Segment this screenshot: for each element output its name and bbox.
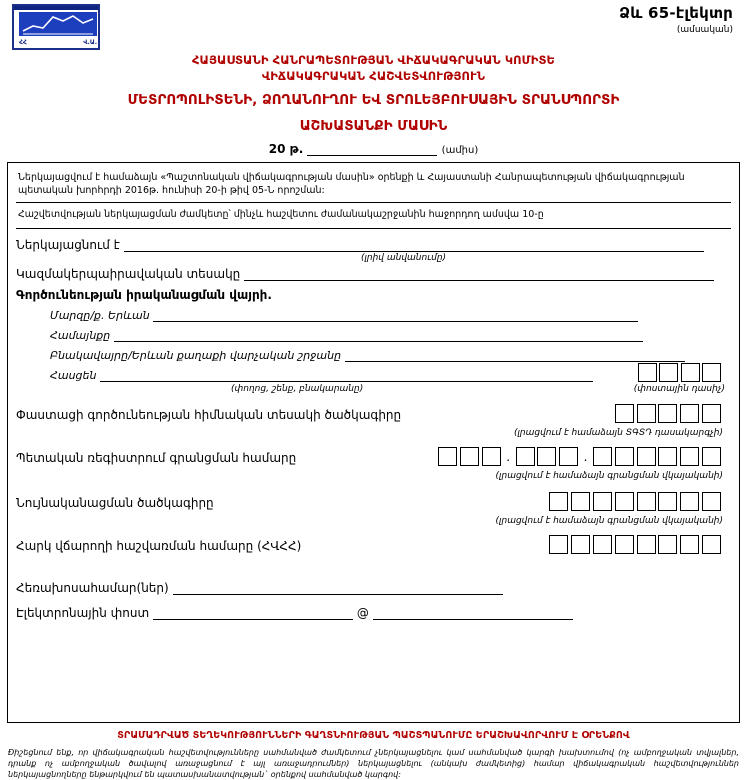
footer-legal-note: Ðիշեցնում ենք, որ վիճակագրական հաշվետվությունները սահմանված ժամկետում չներկայացնելու կամ սահմանված կարգի խախտումով (ոչ ամբողջական տվյալներ, դրանք ոչ ամբողջական ծավալով առաջացնում է այլ առաջադրումներ) ներկայացնելու (անկախ ժամկետից) համար վիճակագրական հաշվետվություններ ներկայացնողները ենթարկվում են պատասխանատվության` օրենքով սահմանված կարգով: xyxy=(8,748,739,779)
report-period-row xyxy=(0,142,747,156)
title-line-3: ՄԵՏՐՈՊՈԼԻՏԵՆԻ, ՁՈՂԱՆՈՒՂՈՒ ԵՎ ՏՐՈԼԵՅԲՈՒՍԱՅԻՆ ՏՐԱՆՍՊՈՐՏԻ xyxy=(127,92,620,108)
postal-cell[interactable] xyxy=(659,363,678,382)
tax-number-cell[interactable] xyxy=(680,535,699,554)
id-code-cell[interactable] xyxy=(615,492,634,511)
label-main-activity: Փաստացի գործունեության հիմնական տեսակի ծածկագիրը xyxy=(16,408,402,422)
legal-notice: Ներկայացվում է համաձայն «Պաշտոնական վիճակագրության մասին» օրենքի և Հայաստանի Հանրապետության վիճակագրության պետական խորհրդի 2016թ. հունիսի 20-ի թիվ 05-Ն որոշման: xyxy=(18,172,685,196)
state-reg-cells[interactable] xyxy=(438,447,721,466)
form-code-block xyxy=(619,4,733,35)
id-code-cell[interactable] xyxy=(680,492,699,511)
id-code-cell[interactable] xyxy=(593,492,612,511)
label-state-reg: Պետական ռեգիստրում գրանցման համարը xyxy=(16,451,297,465)
row-id-code xyxy=(16,496,731,510)
label-id-code: Նույնականացման ծածկագիրը xyxy=(16,496,214,510)
state-reg-cell[interactable] xyxy=(615,447,634,466)
row-address xyxy=(50,369,731,382)
caption-postal-code: (փոստային դասիչ) xyxy=(633,384,725,394)
label-legal-form: Կազմակերպաիրավական տեսակը xyxy=(16,267,241,281)
row-submitted-by xyxy=(16,238,731,252)
hint-main-activity: (լրացվում է համաձայն ՏԳՏԴ դասակարգչի) xyxy=(513,428,723,438)
row-settlement xyxy=(50,349,731,362)
row-main-activity-hint xyxy=(16,428,731,441)
year-suffix: թ. xyxy=(289,142,304,156)
postal-cell[interactable] xyxy=(702,363,721,382)
state-reg-cell[interactable] xyxy=(482,447,501,466)
tax-number-cell[interactable] xyxy=(702,535,721,554)
month-input-line[interactable] xyxy=(307,143,437,156)
input-community[interactable] xyxy=(114,329,643,342)
state-reg-group-1[interactable] xyxy=(438,447,501,466)
row-activity-place-title xyxy=(16,288,731,302)
id-code-cells[interactable] xyxy=(549,492,721,511)
activity-code-cell[interactable] xyxy=(680,404,699,423)
state-reg-separator-2: . xyxy=(583,449,588,464)
title-block xyxy=(0,52,747,136)
page-header xyxy=(0,0,747,52)
statistical-committee-logo xyxy=(12,4,100,50)
divider-2 xyxy=(16,228,731,229)
state-reg-cell[interactable] xyxy=(637,447,656,466)
logo-top-band xyxy=(14,6,98,10)
tax-number-cells[interactable] xyxy=(549,535,721,554)
tax-number-cell[interactable] xyxy=(549,535,568,554)
logo-caption-row xyxy=(19,38,97,47)
title-line-1: ՀԱՅԱՍՏԱՆԻ ՀԱՆՐԱՊԵՏՈՒԹՅԱՆ ՎԻՃԱԿԱԳՐԱԿԱՆ ԿՈՄԻՏԵ xyxy=(191,53,556,67)
activity-code-cells[interactable] xyxy=(615,404,721,423)
month-caption: (ամիս) xyxy=(441,145,479,156)
label-submitted-by: Ներկայացնում է xyxy=(16,238,120,252)
label-community: Համայնքը xyxy=(50,329,111,342)
label-email: Էլեկտրոնային փոստ xyxy=(16,606,150,620)
form-code: Ձև 65-էլեկտր xyxy=(619,4,733,22)
deadline-notice: Հաշվետվության ներկայացման ժամկետը՝ մինչև հաշվետու ժամանակաշրջանին հաջորդող ամսվա 10-ը xyxy=(18,209,544,220)
label-activity-place: Գործունեության իրականացման վայրի. xyxy=(16,288,272,302)
year-prefix: 20 xyxy=(268,142,286,156)
title-line-4: ԱՇԽԱՏԱՆՔԻ ՄԱՍԻՆ xyxy=(299,118,448,134)
logo-label-right: Վ.Ա. xyxy=(83,39,97,46)
state-reg-group-3[interactable] xyxy=(593,447,721,466)
label-settlement: Բնակավայրը/Երևան քաղաքի վարչական շրջանը xyxy=(50,349,342,362)
state-reg-cell[interactable] xyxy=(559,447,578,466)
activity-code-cell[interactable] xyxy=(615,404,634,423)
title-line-2: ՎԻՃԱԿԱԳՐԱԿԱՆ ՀԱՇՎԵՏՎՈՒԹՅՈՒՆ xyxy=(261,69,486,83)
row-state-reg xyxy=(16,451,731,465)
activity-code-cell[interactable] xyxy=(637,404,656,423)
state-reg-cell[interactable] xyxy=(516,447,535,466)
id-code-cell[interactable] xyxy=(571,492,590,511)
tax-number-cell[interactable] xyxy=(593,535,612,554)
id-code-cell[interactable] xyxy=(658,492,677,511)
tax-number-cell[interactable] xyxy=(571,535,590,554)
caption-address: (փողոց, շենք, բնակարանը) xyxy=(231,384,364,394)
row-main-activity xyxy=(16,408,731,422)
activity-code-cell[interactable] xyxy=(702,404,721,423)
divider-1 xyxy=(16,202,731,203)
form-main-box xyxy=(7,162,740,723)
row-community xyxy=(50,329,731,342)
label-phone: Հեռախոսահամար(ներ) xyxy=(16,581,169,595)
postal-cell[interactable] xyxy=(681,363,700,382)
row-address-captions xyxy=(16,384,731,398)
state-reg-cell[interactable] xyxy=(460,447,479,466)
input-marz[interactable] xyxy=(153,309,638,322)
hint-state-reg: (լրացվում է համաձայն գրանցման վկայականի) xyxy=(495,471,723,481)
chart-icon xyxy=(19,12,97,36)
row-state-reg-hint xyxy=(16,471,731,484)
state-reg-cell[interactable] xyxy=(702,447,721,466)
state-reg-group-2[interactable] xyxy=(516,447,579,466)
input-submitted-by[interactable] xyxy=(124,239,704,252)
state-reg-cell[interactable] xyxy=(658,447,677,466)
state-reg-cell[interactable] xyxy=(438,447,457,466)
row-phone xyxy=(16,581,731,595)
input-address[interactable] xyxy=(100,369,593,382)
form-code-periodicity: (ամսական) xyxy=(676,25,733,35)
logo-label-left: ՀՀ xyxy=(19,39,27,46)
label-address: Հասցեն xyxy=(50,369,97,382)
row-id-code-hint xyxy=(16,516,731,529)
logo-chart-panel xyxy=(19,12,97,36)
label-tax-number: Հարկ վճարողի հաշվառման համարը (ՀՎՀՀ) xyxy=(16,539,302,553)
activity-code-cell[interactable] xyxy=(658,404,677,423)
state-reg-separator-1: . xyxy=(506,449,511,464)
postal-cell[interactable] xyxy=(638,363,657,382)
input-settlement[interactable] xyxy=(345,349,685,362)
confidentiality-banner: ՏՐԱՄԱԴՐՎԱԾ ՏԵՂԵԿՈՒԹՅՈՒՆՆԵՐԻ ԳԱՂՏՆԻՈՒԹՅԱՆ ՊԱՇՏՊԱՆՈՒՄԸ ԵՐԱՇԽԱՎՈՐՎՈՒՄ Է ՕՐԵՆՔՈՎ xyxy=(117,730,630,741)
id-code-cell[interactable] xyxy=(637,492,656,511)
input-legal-form[interactable] xyxy=(244,268,714,281)
label-marz: Մարզը/ք. Երևան xyxy=(50,309,150,322)
postal-code-cells[interactable] xyxy=(638,363,722,382)
id-code-cell[interactable] xyxy=(702,492,721,511)
email-at-symbol: @ xyxy=(356,606,369,620)
state-reg-cell[interactable] xyxy=(680,447,699,466)
input-email-user[interactable] xyxy=(153,607,353,620)
id-code-cell[interactable] xyxy=(549,492,568,511)
caption-submitted-by: (լրիվ անվանումը) xyxy=(360,253,447,263)
row-legal-form xyxy=(16,267,731,281)
tax-number-cell[interactable] xyxy=(637,535,656,554)
input-email-domain[interactable] xyxy=(373,607,573,620)
state-reg-cell[interactable] xyxy=(537,447,556,466)
row-tax-number xyxy=(16,539,731,553)
hint-id-code: (լրացվում է համաձայն գրանցման վկայականի) xyxy=(495,516,723,526)
row-marz xyxy=(50,309,731,322)
tax-number-cell[interactable] xyxy=(615,535,634,554)
input-phone[interactable] xyxy=(173,582,503,595)
row-email xyxy=(16,606,731,620)
state-reg-cell[interactable] xyxy=(593,447,612,466)
tax-number-cell[interactable] xyxy=(658,535,677,554)
